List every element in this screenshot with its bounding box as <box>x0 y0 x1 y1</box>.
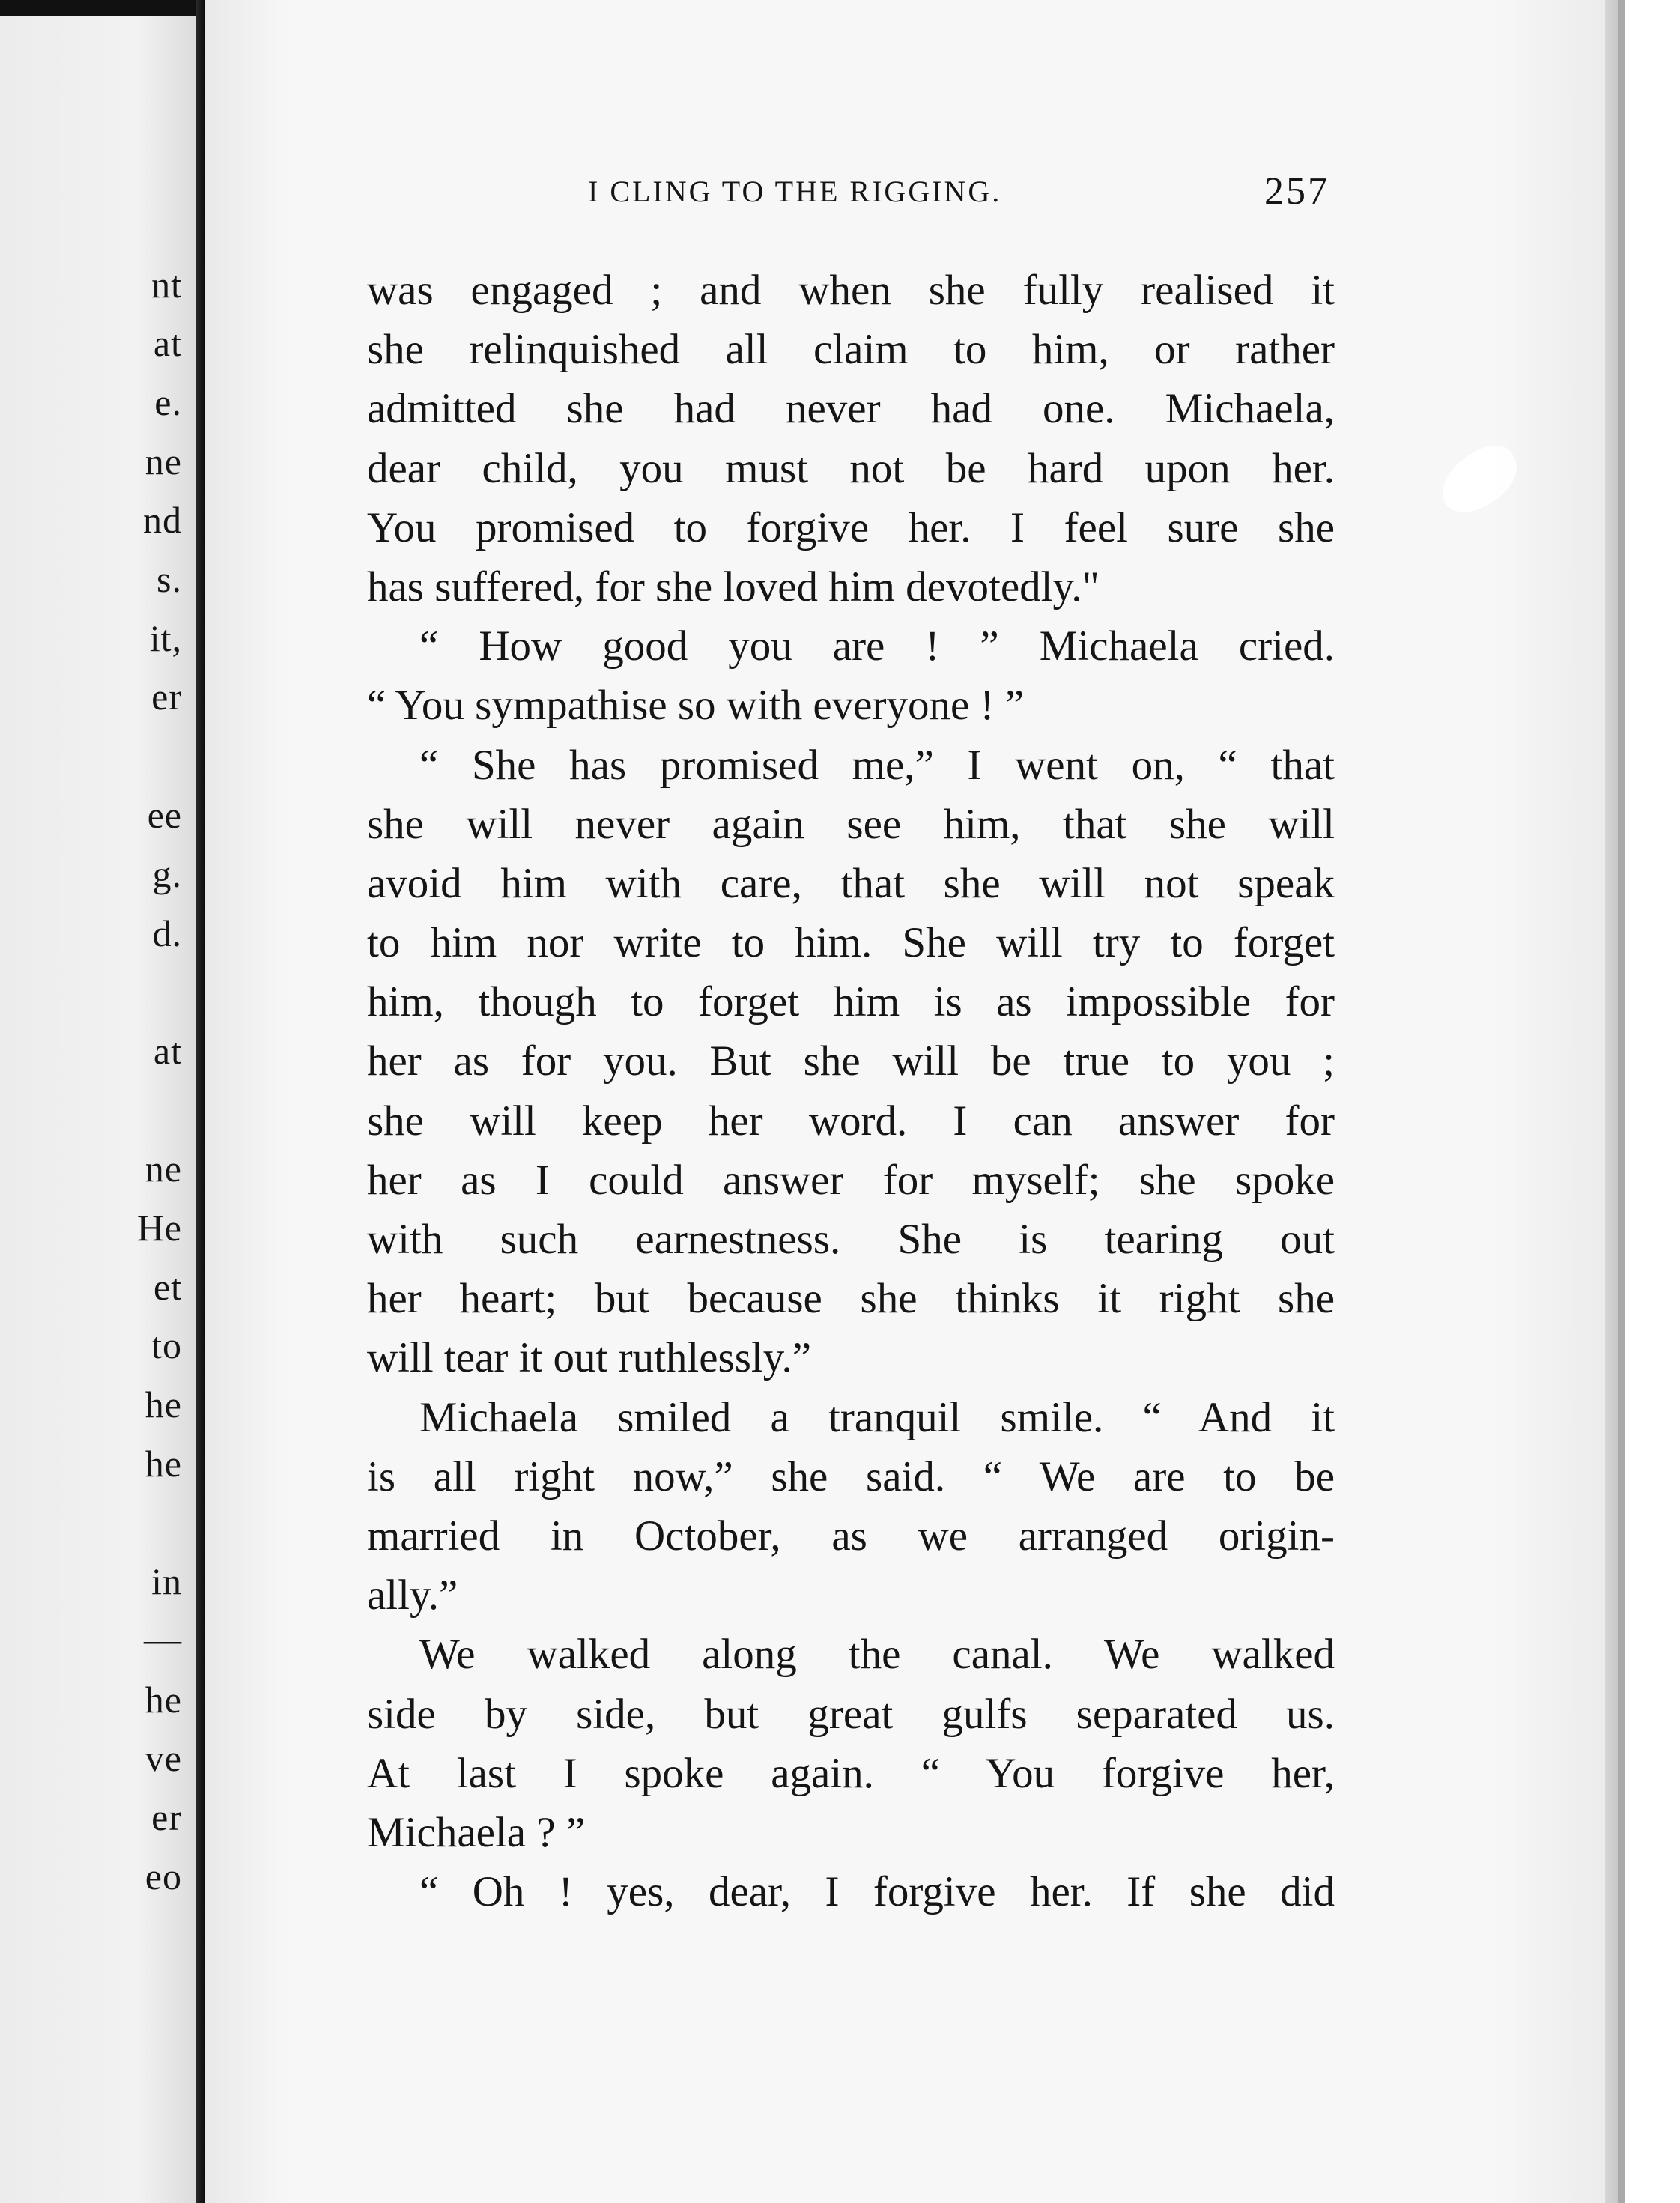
left-page-line-fragment: it, <box>149 617 182 659</box>
left-page-line-fragment: ne <box>145 440 182 482</box>
left-page-line-fragment: nt <box>151 264 182 306</box>
binding-gutter <box>196 0 205 2203</box>
text-line: her as I could answer for myself; she spoke <box>367 1156 1335 1204</box>
text-line: was engaged ; and when she fully realised it <box>367 267 1335 314</box>
left-page-line-fragment: nd <box>143 499 182 541</box>
left-page-line-fragment: ee <box>147 794 182 836</box>
text-line: she will keep her word. I can answer for <box>367 1097 1335 1145</box>
left-page-line-fragment: et <box>153 1266 182 1308</box>
text-line: married in October, as we arranged origin- <box>367 1512 1335 1560</box>
text-line: she will never again see him, that she will <box>367 800 1335 848</box>
text-line: admitted she had never had one. Michaela, <box>367 385 1335 433</box>
left-page-line-fragment: he <box>145 1443 182 1485</box>
text-line: dear child, you must not be hard upon her. <box>367 444 1335 492</box>
text-line: is all right now,” she said. “ We are to be <box>367 1452 1335 1500</box>
left-page <box>0 0 196 2203</box>
text-line: Michaela smiled a tranquil smile. “ And it <box>419 1393 1335 1441</box>
text-line: “ You sympathise so with everyone ! ” <box>367 682 1025 730</box>
left-page-line-fragment: eo <box>145 1855 182 1897</box>
left-page-line-fragment: in <box>151 1560 182 1602</box>
left-page-line-fragment: er <box>151 676 182 718</box>
text-line: ally.” <box>367 1572 458 1619</box>
left-page-line-fragment: he <box>145 1384 182 1425</box>
text-line: Michaela ? ” <box>367 1808 586 1856</box>
left-page-text <box>0 0 191 2203</box>
text-line: she relinquished all claim to him, or rather <box>367 326 1335 374</box>
body-text <box>367 261 1335 1921</box>
left-page-line-fragment: to <box>151 1324 182 1366</box>
text-line: “ She has promised me,” I went on, “ that <box>419 741 1335 789</box>
left-page-line-fragment: he <box>145 1679 182 1721</box>
left-page-line-fragment: at <box>153 322 182 364</box>
text-line: has suffered, for she loved him devotedly." <box>367 563 1100 610</box>
text-line: At last I spoke again. “ You forgive her, <box>367 1749 1335 1797</box>
left-page-line-fragment: e. <box>154 381 182 423</box>
scan-margin <box>1625 0 1680 2203</box>
text-line: We walked along the canal. We walked <box>419 1631 1335 1679</box>
left-page-line-fragment: at <box>153 1030 182 1072</box>
binding-top-shadow <box>0 0 205 16</box>
left-page-line-fragment: d. <box>152 912 182 954</box>
text-line: him, though to forget him is as impossible for <box>367 978 1335 1026</box>
text-line: with such earnestness. She is tearing out <box>367 1216 1335 1263</box>
text-line: her heart; but because she thinks it right she <box>367 1275 1335 1323</box>
left-page-line-fragment: ve <box>145 1737 182 1779</box>
left-page-line-fragment: g. <box>152 853 182 895</box>
text-line: side by side, but great gulfs separated us. <box>367 1690 1335 1738</box>
text-line: to him nor write to him. She will try to forget <box>367 919 1335 967</box>
text-line: “ Oh ! yes, dear, I forgive her. If she did <box>419 1868 1335 1916</box>
left-page-line-fragment: ne <box>145 1148 182 1190</box>
text-line: avoid him with care, that she will not speak <box>367 859 1335 907</box>
text-line: You promised to forgive her. I feel sure she <box>367 503 1335 551</box>
text-line: her as for you. But she will be true to you ; <box>367 1037 1335 1085</box>
left-page-line-fragment: He <box>136 1207 182 1249</box>
left-page-line-fragment: er <box>151 1796 182 1838</box>
left-page-line-fragment: s. <box>157 558 182 600</box>
left-page-line-fragment: — <box>144 1618 182 1660</box>
running-head: I CLING TO THE RIGGING. <box>588 175 1002 208</box>
text-line: will tear it out ruthlessly.” <box>367 1334 812 1382</box>
page-edge <box>1618 0 1625 2203</box>
page-number: 257 <box>1264 170 1329 213</box>
text-line: “ How good you are ! ” Michaela cried. <box>419 622 1335 670</box>
